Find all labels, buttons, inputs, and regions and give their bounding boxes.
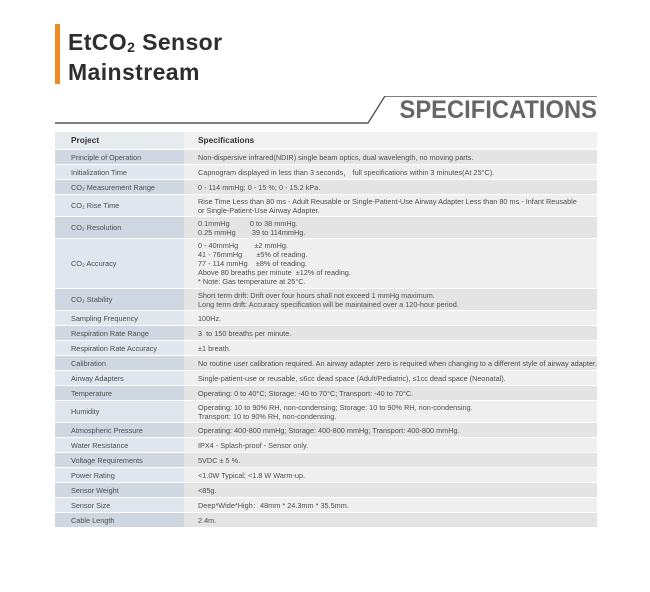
row-value xyxy=(184,150,597,165)
value-line: Single-patient-use or reusable, ≤6cc dead space (Adult/Pediatric), ≤1cc dead space (Neonatal). xyxy=(198,373,506,383)
row-value xyxy=(184,513,597,528)
value-line: ±1 breath. xyxy=(198,343,231,353)
title-accent-bar xyxy=(55,24,60,84)
row-value xyxy=(184,498,597,513)
value-line: Long term drift: Accuracy specification will be maintained over a 120-hour period. xyxy=(198,299,459,309)
page-title xyxy=(68,30,222,85)
value-line: 0.1mmHg 0 to 38 mmHg. xyxy=(198,218,298,228)
value-line: 0 - 114 mmHg; 0 - 15 %; 0 - 15.2 kPa. xyxy=(198,182,321,192)
row-label: Sampling Frequency xyxy=(55,311,184,326)
table-row xyxy=(55,513,597,528)
value-line: Deep*Wide*High：48mm * 24.3mm * 35.5mm. xyxy=(198,500,349,510)
table-row xyxy=(55,468,597,483)
title-etco: EtCO xyxy=(68,29,128,55)
table-row xyxy=(55,423,597,438)
value-line: 3 to 150 breaths per minute. xyxy=(198,328,292,338)
table-row xyxy=(55,453,597,468)
value-line: Operating: 400-800 mmHg; Storage: 400-800 mmHg; Transport: 400-800 mmHg. xyxy=(198,425,460,435)
title-mainstream: Mainstream xyxy=(68,59,200,85)
value-line: Transport: 10 to 90% RH, non-condensing. xyxy=(198,411,337,421)
value-line: 5VDC ± 5 %. xyxy=(198,455,241,465)
row-value xyxy=(184,401,597,423)
row-value xyxy=(184,165,597,180)
value-line: Above 80 breaths per minute ±12% of reading. xyxy=(198,268,351,277)
value-line: IPX4 - Splash-proof - Sensor only. xyxy=(198,440,309,450)
table-row xyxy=(55,311,597,326)
row-value xyxy=(184,423,597,438)
row-label: Principle of Operation xyxy=(55,150,184,165)
specifications-table xyxy=(55,132,597,528)
row-value xyxy=(184,326,597,341)
table-row xyxy=(55,150,597,165)
row-label: Water Resistance xyxy=(55,438,184,453)
row-value xyxy=(184,239,597,289)
value-line: 2.4m. xyxy=(198,515,217,525)
row-value xyxy=(184,341,597,356)
table-row xyxy=(55,341,597,356)
row-label: CO₂ Resolution xyxy=(55,217,184,239)
row-label: Sensor Weight xyxy=(55,483,184,498)
table-row xyxy=(55,386,597,401)
value-line: Operating: 0 to 40°C; Storage: -40 to 70°C; Transport: -40 to 70°C. xyxy=(198,388,414,398)
table-row xyxy=(55,180,597,195)
value-line: 0.25 mmHg 39 to 114mmHg. xyxy=(198,227,306,237)
row-value xyxy=(184,468,597,483)
row-label: CO₂ Measurement Range xyxy=(55,180,184,195)
table-row xyxy=(55,239,597,289)
row-label: Temperature xyxy=(55,386,184,401)
table-row xyxy=(55,326,597,341)
value-line: 77 - 114 mmHg ±8% of reading. xyxy=(198,259,307,268)
row-label: Calibration xyxy=(55,356,184,371)
table-row xyxy=(55,371,597,386)
row-label: Airway Adapters xyxy=(55,371,184,386)
row-value xyxy=(184,195,597,217)
row-label: Respiration Rate Accuracy xyxy=(55,341,184,356)
table-header-row xyxy=(55,132,597,150)
value-line: Operating: 10 to 90% RH, non-condensing; Storage: 10 to 90% RH, non-condensing. xyxy=(198,402,473,412)
column-header-project: Project xyxy=(55,132,184,150)
row-label: Respiration Rate Range xyxy=(55,326,184,341)
row-value xyxy=(184,217,597,239)
value-line: Rise Time Less than 80 ms - Adult Reusable or Single-Patient-Use Airway Adapter Less than 80 ms - Infant Reusable xyxy=(198,196,577,206)
row-label: Voltage Requirements xyxy=(55,453,184,468)
value-line: Short term drift: Drift over four hours shall not exceed 1 mmHg maximum. xyxy=(198,290,435,300)
title-subscript: 2 xyxy=(127,39,136,55)
row-value xyxy=(184,438,597,453)
table-row xyxy=(55,498,597,513)
table-row xyxy=(55,483,597,498)
column-header-specifications: Specifications xyxy=(184,132,597,150)
row-label: Atmospheric Pressure xyxy=(55,423,184,438)
value-line: Non-dispersive infrared(NDIR) single beam optics, dual wavelength, no moving parts. xyxy=(198,152,474,162)
row-label: Cable Length xyxy=(55,513,184,528)
section-title: SPECIFICATIONS xyxy=(399,96,597,124)
table-row xyxy=(55,195,597,217)
row-value xyxy=(184,386,597,401)
value-line: 0 - 40mmHg ±2 mmHg. xyxy=(198,241,288,250)
row-value xyxy=(184,311,597,326)
value-line: <1.0W Typical; <1.8 W Warm-up. xyxy=(198,470,306,480)
row-label: Humidity xyxy=(55,401,184,423)
table-body xyxy=(55,150,597,528)
table-row xyxy=(55,401,597,423)
row-value xyxy=(184,289,597,311)
value-line: <85g. xyxy=(198,485,217,495)
row-label: CO₂ Rise Time xyxy=(55,195,184,217)
title-sensor: Sensor xyxy=(135,29,223,55)
table-row xyxy=(55,165,597,180)
row-value xyxy=(184,371,597,386)
row-value xyxy=(184,483,597,498)
row-label: CO₂ Accuracy xyxy=(55,239,184,289)
value-line: 100Hz. xyxy=(198,313,222,323)
table-row xyxy=(55,217,597,239)
value-line: * Note: Gas temperature at 25°C. xyxy=(198,277,306,286)
value-line: No routine user calibration required. An airway adapter zero is required when changing to a different style of airway adapter. xyxy=(198,358,597,368)
row-value xyxy=(184,356,597,371)
value-line: Capnogram displayed in less than 3 seconds， full specifications within 3 minutes(At 25°C). xyxy=(198,167,495,177)
table-row xyxy=(55,356,597,371)
row-label: Initialization Time xyxy=(55,165,184,180)
row-label: Power Rating xyxy=(55,468,184,483)
table-row xyxy=(55,438,597,453)
row-value xyxy=(184,180,597,195)
value-line: 41 - 76mmHg ±5% of reading. xyxy=(198,250,308,259)
table-row xyxy=(55,289,597,311)
row-label: Sensor Size xyxy=(55,498,184,513)
row-value xyxy=(184,453,597,468)
row-label: CO₂ Stability xyxy=(55,289,184,311)
value-line: or Single-Patient-Use Airway Adapter. xyxy=(198,205,320,215)
